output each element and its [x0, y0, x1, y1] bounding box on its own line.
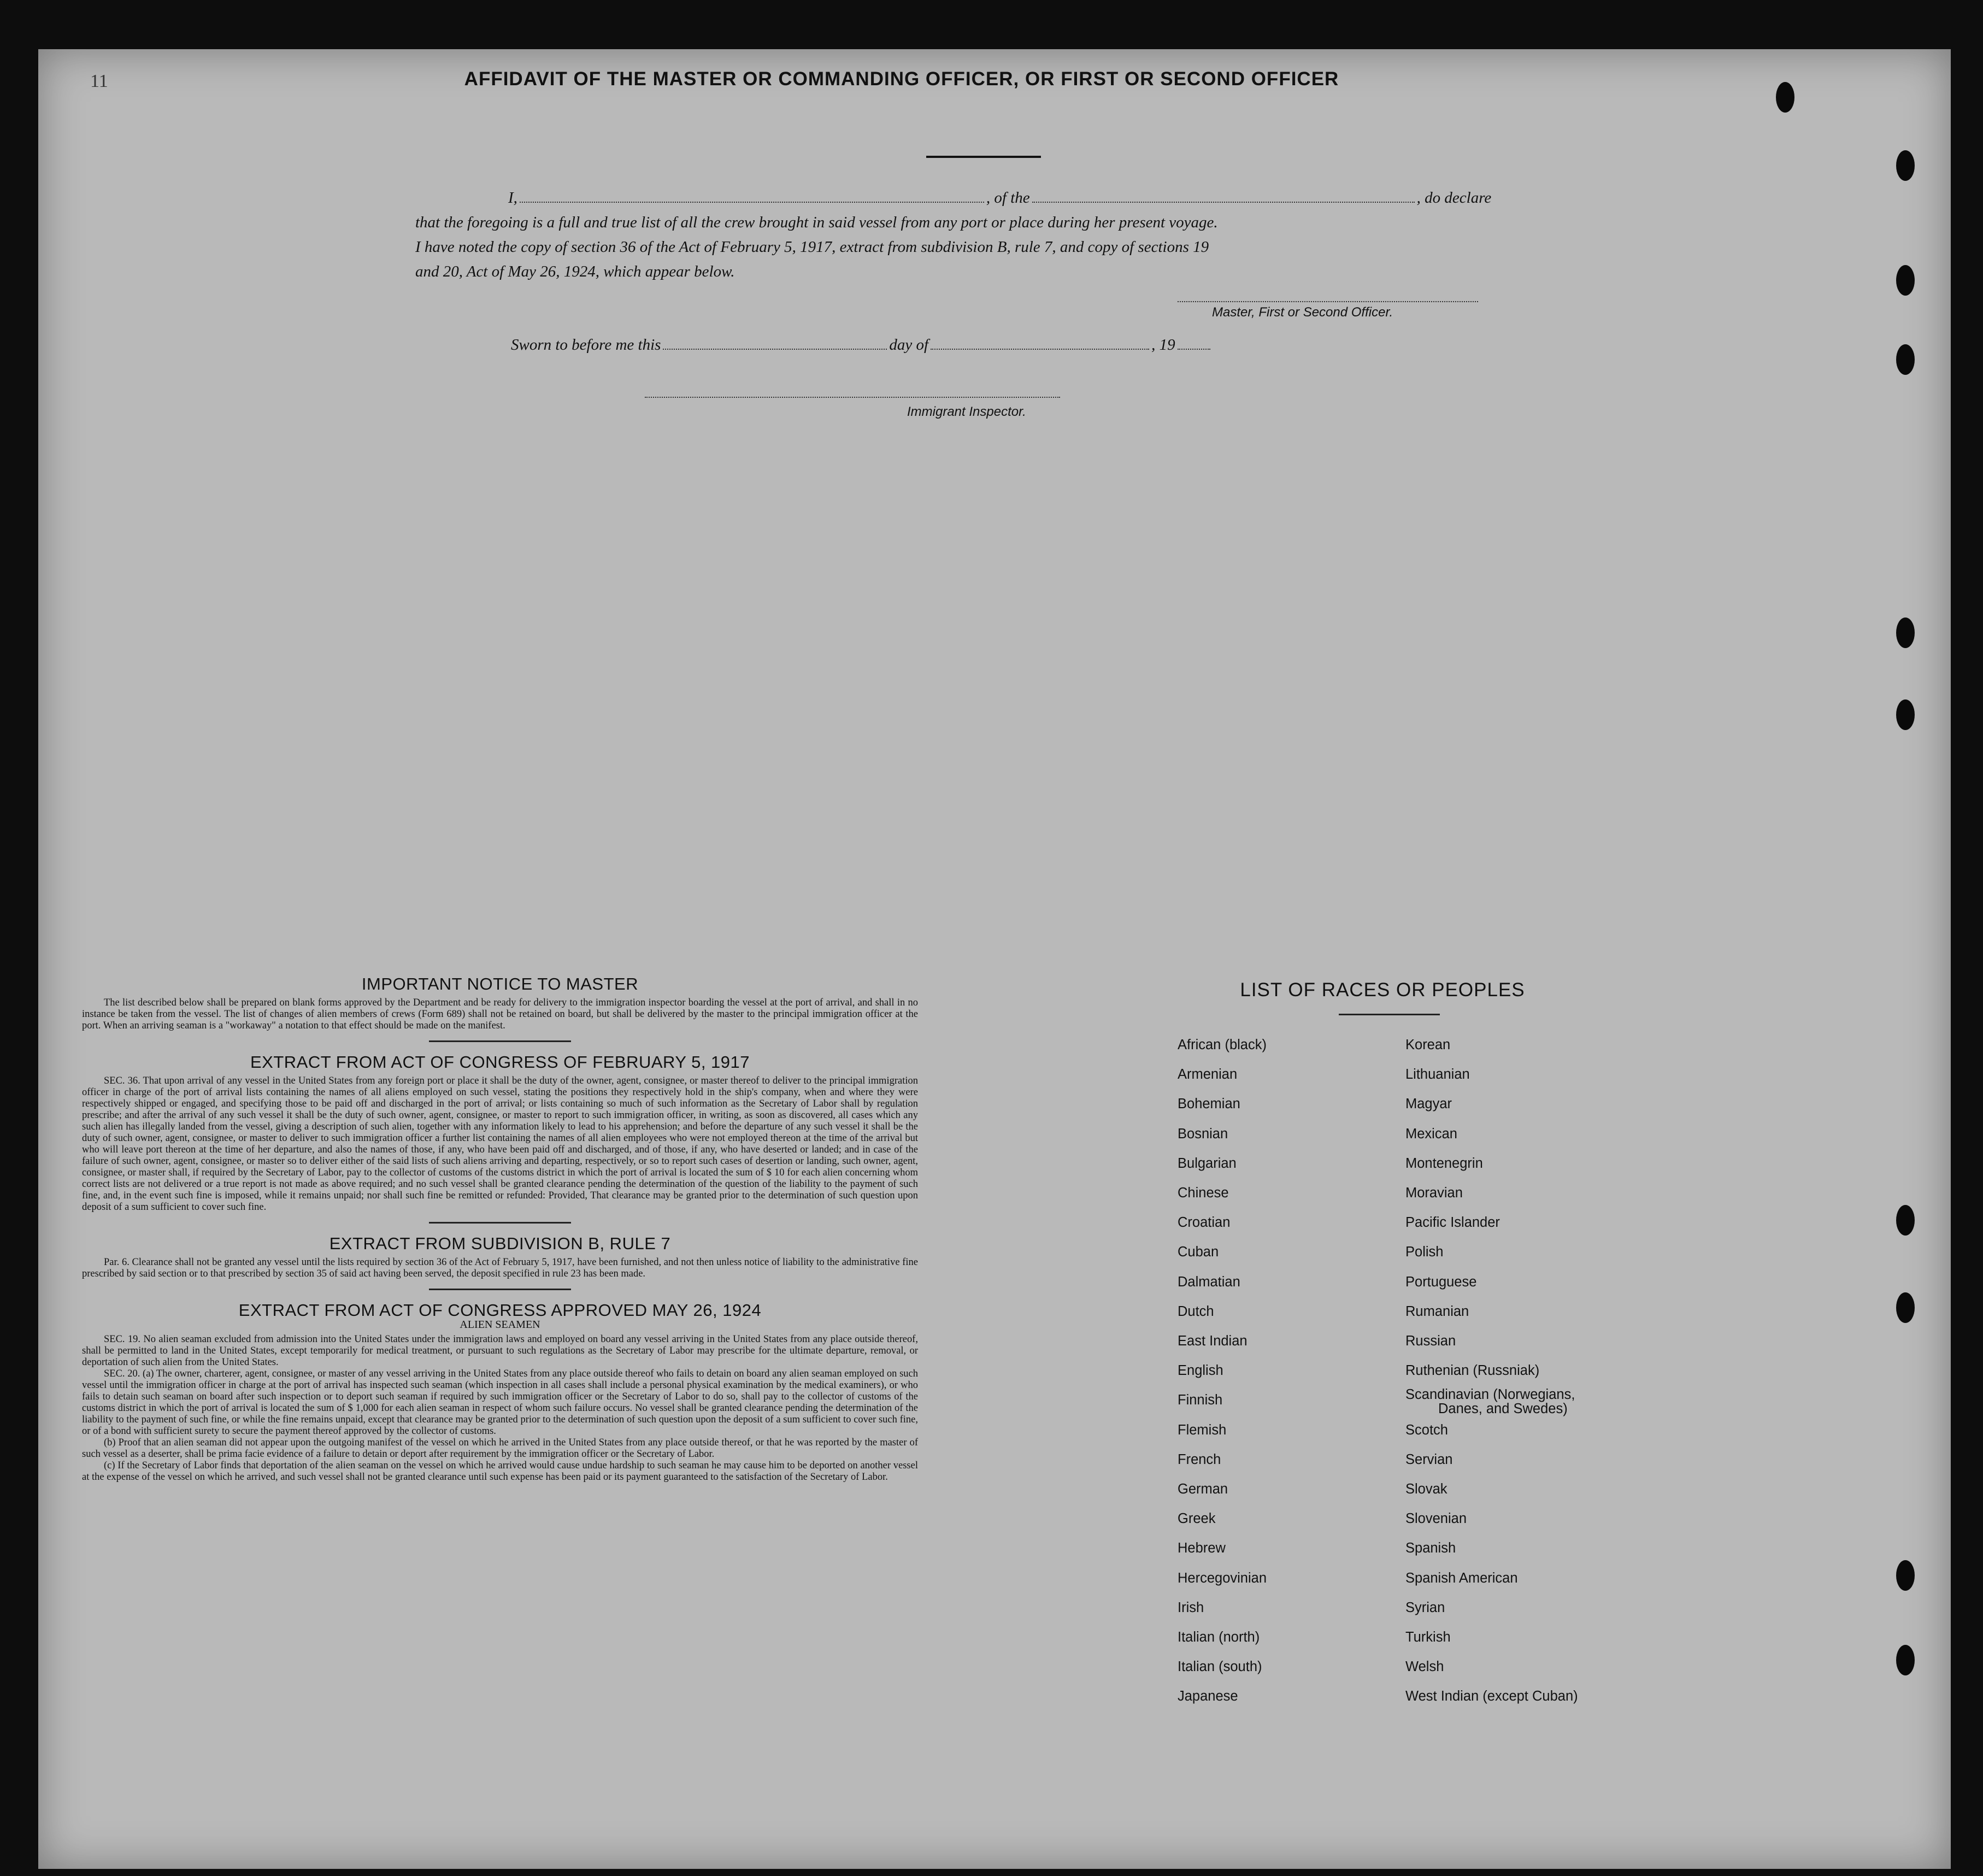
race-item-scandinavian	[1405, 1385, 1578, 1415]
extract-1917-text: SEC. 36. That upon arrival of any vessel in the United States from any foreign port or place it shall be the duty of the owner, agent, consignee, or master thereof to deliver to the principal immigration officer in charge of the port of arrival lists containing the names of all aliens employed on such vessel, stating the positions they respectively hold in the ship's company, when and where they were respectively shipped or engaged, and specifying those to be paid off and discharged in the port of arrival; or lists containing so much of such information as the Secretary of Labor shall by regulation prescribe; and after the arrival of any such vessel it shall be the duty of such owner, agent, consignee, or master to report to such immigration officer, in writing, as soon as discovered, all cases which any such alien has illegally landed from the vessel, giving a description of such alien, together with any information likely to lead to his apprehension; and before the departure of any such vessel it shall be the duty of such owner, agent, consignee, or master to deliver to such immigration officer a further list containing the names of all alien employees who were not employed thereon at the time of the arrival but who will leave port thereon at the time of her departure, and also the names of those, if any, who have been paid off and discharged, and of those, if any, who have deserted or landed; and in case of the failure of such owner, agent, consignee, or master so to deliver either of the said lists of such aliens arriving and departing, respectively, or so to report such cases of desertion or landing, such owner, agent, consignee, or master shall, if required by the Secretary of Labor, pay to the collector of customs of the customs district in which the port of arrival is located the sum of $ 10 for each alien concerning whom correct lists are not delivered or a true report is not made as above required; and no such vessel shall be granted clearance pending the determination of the question of the liability to the payment of such fine, and, in the event such fine is imposed, while it remains unpaid; nor shall such fine be remitted or refunded: Provided, That clearance may be granted prior to the determination of such question upon deposit of a sum sufficient to cover such fine.	[82, 1075, 918, 1213]
race-item: Finnish	[1178, 1392, 1223, 1408]
race-item: Magyar	[1405, 1096, 1452, 1112]
race-item: Korean	[1405, 1037, 1451, 1052]
punch-hole	[1896, 618, 1915, 648]
race-item: Dutch	[1178, 1303, 1214, 1319]
punch-hole	[1776, 82, 1794, 113]
extract-1924-sec20c: (c) If the Secretary of Labor finds that deportation of the alien seaman on the vessel on which he arrived would cause undue hardship to such seaman he may cause him to be deported on another vessel at the expense of the vessel on which he arrived, and such vessel shall not be granted clearance until such expense has been paid or its payment guaranteed to the satisfaction of the Secretary of Labor.	[82, 1460, 918, 1483]
extract-rule7-text: Par. 6. Clearance shall not be granted any vessel until the lists required by section 36 of the Act of February 5, 1917, have been furnished, and not then unless notice of liability to the administrative fine prescribed by said section or to that prescribed by section 35 of said act having been served, the deposit specified in rule 23 has been made.	[82, 1257, 918, 1279]
vessel-field[interactable]	[1032, 201, 1415, 203]
punch-hole	[1896, 1205, 1915, 1236]
race-item: Spanish American	[1405, 1570, 1518, 1586]
race-item: Flemish	[1178, 1422, 1227, 1438]
title-rule	[926, 156, 1041, 158]
race-item: Montenegrin	[1405, 1155, 1483, 1171]
race-item: Pacific Islander	[1405, 1215, 1500, 1231]
race-item: Welsh	[1405, 1659, 1444, 1675]
inspector-signature-field[interactable]	[645, 396, 1060, 398]
master-signature-field[interactable]	[1178, 301, 1478, 302]
race-item: Hercegovinian	[1178, 1570, 1267, 1586]
affidavit-body	[415, 186, 1519, 284]
race-item: Bohemian	[1178, 1096, 1240, 1112]
race-item: Hebrew	[1178, 1540, 1226, 1556]
affidavit-title: AFFIDAVIT OF THE MASTER OR COMMANDING OFFICER, OR FIRST OR SECOND OFFICER	[464, 68, 1339, 90]
race-item: English	[1178, 1363, 1223, 1379]
extract-1924-sec20b: (b) Proof that an alien seaman did not appear upon the outgoing manifest of the vessel on which he arrived in the United States from any place outside thereof, or that he was reported by the master of such vessel as a deserter, shall be prima facie evidence of a failure to detain or deport after requirement by the immigration officer or the Secretary of Labor.	[82, 1437, 918, 1460]
extract-1917-title: EXTRACT FROM ACT OF CONGRESS OF FEBRUARY 5, 1917	[250, 1052, 750, 1072]
section-rule	[429, 1289, 571, 1290]
races-list-left	[1178, 1030, 1267, 1712]
sworn-day-field[interactable]	[663, 348, 887, 350]
race-item: Ruthenian (Russniak)	[1405, 1363, 1540, 1379]
sworn-day-of: day of	[889, 336, 929, 354]
sworn-year: , 19	[1151, 336, 1175, 354]
race-item: Syrian	[1405, 1599, 1445, 1615]
affidavit-of-the: , of the	[986, 189, 1030, 207]
master-signature-label: Master, First or Second Officer.	[1212, 305, 1393, 320]
race-item: Scandinavian (Norwegians,	[1405, 1387, 1575, 1403]
race-item: Greek	[1178, 1511, 1216, 1527]
race-item: Bosnian	[1178, 1126, 1228, 1142]
punch-hole	[1896, 1292, 1915, 1323]
race-item: Slovenian	[1405, 1511, 1467, 1527]
extract-1924-title: EXTRACT FROM ACT OF CONGRESS APPROVED MAY 26, 1924	[238, 1301, 762, 1320]
punch-hole	[1896, 344, 1915, 375]
race-item: Armenian	[1178, 1067, 1238, 1083]
punch-hole	[1896, 1645, 1915, 1675]
notice-title: IMPORTANT NOTICE TO MASTER	[361, 974, 639, 993]
punch-hole	[1896, 699, 1915, 730]
race-item: Japanese	[1178, 1689, 1238, 1704]
race-item: Russian	[1405, 1333, 1456, 1349]
race-item: Polish	[1405, 1244, 1444, 1260]
race-item: Mexican	[1405, 1126, 1457, 1142]
race-item: Slovak	[1405, 1481, 1447, 1497]
race-item: Chinese	[1178, 1185, 1229, 1201]
extract-rule7-title: EXTRACT FROM SUBDIVISION B, RULE 7	[329, 1234, 671, 1253]
extract-1924-sec20a: SEC. 20. (a) The owner, charterer, agent, consignee, or master of any vessel arriving in the United States from any place outside thereof who fails to detain on board any alien seaman employed on such vessel until the immigration officer in charge at the port of arrival has inspected such seaman (which inspection in all cases shall include a personal physical examination by the medical examiners), or who fails to detain such seaman on board after such inspection or to deport such seaman if required by such immigration officer or the Secretary of Labor to do so, shall pay to the collector of customs of the customs district in which the port of arrival is located the sum of $ 1,000 for each alien seaman in respect of whom such failure occurs. No vessel shall be granted clearance pending the determination of the liability to the payment of such fine, or while the fine remains unpaid, except that clearance may be granted prior to the determination of such question upon the deposit of a sum sufficient to cover such fine, or of a bond with sufficient surety to secure the payment thereof approved by the collector of customs.	[82, 1368, 918, 1437]
affidavit-line-2: that the foregoing is a full and true list of all the crew brought in said vessel from any port or place during her present voyage.	[415, 214, 1218, 231]
affidavit-do-declare: , do declare	[1416, 189, 1492, 207]
race-item: African (black)	[1178, 1037, 1267, 1052]
affidavit-i: I,	[508, 189, 517, 207]
race-item: East Indian	[1178, 1333, 1248, 1349]
punch-hole	[1896, 150, 1915, 181]
sworn-prefix: Sworn to before me this	[511, 336, 661, 354]
name-field[interactable]	[520, 201, 984, 203]
race-item: Italian (north)	[1178, 1630, 1260, 1645]
legal-text-column	[82, 974, 918, 1483]
section-rule	[429, 1222, 571, 1224]
affidavit-line-1	[415, 186, 1519, 210]
page-corner-number: 11	[90, 71, 108, 91]
sworn-month-field[interactable]	[931, 348, 1149, 350]
section-rule	[429, 1040, 571, 1042]
race-item: Dalmatian	[1178, 1274, 1240, 1290]
extract-1924-subtitle: ALIEN SEAMEN	[460, 1319, 540, 1331]
race-item: Turkish	[1405, 1630, 1451, 1645]
form-page	[38, 49, 1951, 1869]
extract-1924-sec19: SEC. 19. No alien seaman excluded from admission into the United States under the immigration laws and employed on board any vessel arriving in the United States from any place outside thereof, shall be permitted to land in the United States, except temporarily for medical treatment, or pursuant to such regulations as the Secretary of Labor may prescribe for the ultimate departure, removal, or deportation of such alien from the United States.	[82, 1334, 918, 1368]
race-item: West Indian (except Cuban)	[1405, 1689, 1578, 1704]
race-item: Irish	[1178, 1599, 1204, 1615]
affidavit-line-4: and 20, Act of May 26, 1924, which appear below.	[415, 263, 735, 280]
race-item: German	[1178, 1481, 1228, 1497]
inspector-label: Immigrant Inspector.	[907, 404, 1026, 419]
punch-hole	[1896, 265, 1915, 296]
races-list-right	[1405, 1030, 1578, 1712]
race-item: Scotch	[1405, 1422, 1448, 1438]
races-title: LIST OF RACES OR PEOPLES	[1240, 979, 1525, 1001]
race-item: Servian	[1405, 1451, 1453, 1467]
race-item: Cuban	[1178, 1244, 1219, 1260]
notice-text: The list described below shall be prepared on blank forms approved by the Department and be ready for delivery to the immigration inspector boarding the vessel at the port of arrival, and shall in no instance be taken from the vessel. The list of changes of alien members of crews (Form 689) shall not be retained on board, but shall be delivered by the master to the principal immigration officer at the port. When an arriving seaman is a "workaway" a notation to that effect should be made on the manifest.	[82, 997, 918, 1031]
races-title-rule	[1339, 1014, 1440, 1015]
race-item: Portuguese	[1405, 1274, 1477, 1290]
race-item: Spanish	[1405, 1540, 1456, 1556]
race-item: Moravian	[1405, 1185, 1463, 1201]
race-item: Bulgarian	[1178, 1155, 1237, 1171]
race-item: Rumanian	[1405, 1303, 1469, 1319]
sworn-line	[511, 336, 1213, 354]
sworn-year-field[interactable]	[1178, 348, 1210, 350]
race-item: Italian (south)	[1178, 1659, 1262, 1675]
race-item: French	[1178, 1451, 1221, 1467]
race-item: Croatian	[1178, 1215, 1231, 1231]
punch-hole	[1896, 1560, 1915, 1591]
affidavit-line-3: I have noted the copy of section 36 of the Act of February 5, 1917, extract from subdivision B, rule 7, and copy of sections 19	[415, 238, 1209, 256]
race-item: Lithuanian	[1405, 1067, 1470, 1083]
race-item-continuation: Danes, and Swedes)	[1438, 1401, 1568, 1417]
